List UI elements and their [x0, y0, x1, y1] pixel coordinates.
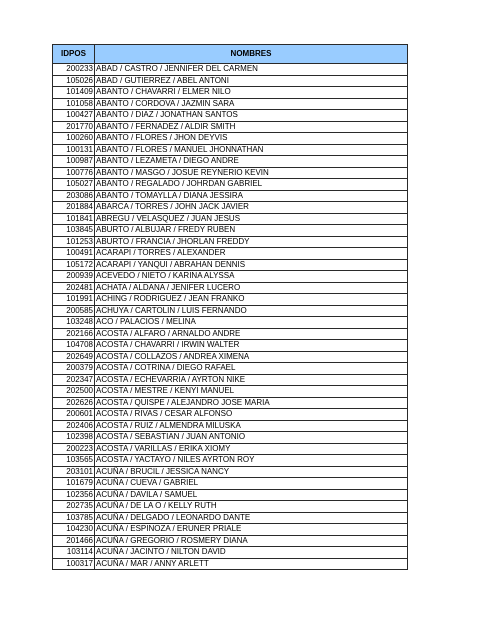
- nombres-cell: ABARCA / TORRES / JOHN JACK JAVIER: [95, 202, 408, 214]
- nombres-cell: ACARAPI / TORRES / ALEXANDER: [95, 248, 408, 260]
- nombres-cell: ACARAPI / YANQUI / ABRAHAN DENNIS: [95, 259, 408, 271]
- idpos-cell: 101841: [53, 213, 95, 225]
- table-row: [53, 466, 408, 478]
- idpos-cell: 102356: [53, 489, 95, 501]
- table-row: [53, 547, 408, 559]
- nombres-cell: ACOSTA / SEBASTIAN / JUAN ANTONIO: [95, 432, 408, 444]
- table-row: [53, 133, 408, 145]
- nombres-cell: ABANTO / FLORES / JHON DEYVIS: [95, 133, 408, 145]
- table-row: [53, 167, 408, 179]
- idpos-cell: 200233: [53, 64, 95, 76]
- table-row: [53, 420, 408, 432]
- nombres-cell: ACOSTA / COLLAZOS / ANDREA XIMENA: [95, 351, 408, 363]
- nombres-cell: ACHING / RODRIGUEZ / JEAN FRANKO: [95, 294, 408, 306]
- nombres-cell: ACUÑA / DE LA O / KELLY RUTH: [95, 501, 408, 513]
- nombres-cell: ACUÑA / BRUCIL / JESSICA NANCY: [95, 466, 408, 478]
- nombres-cell: ACOSTA / MESTRE / KENYI MANUEL: [95, 386, 408, 398]
- table-row: [53, 443, 408, 455]
- nombres-cell: ABANTO / CHAVARRI / ELMER NILO: [95, 87, 408, 99]
- idpos-cell: 100776: [53, 167, 95, 179]
- nombres-cell: ACOSTA / ALFARO / ARNALDO ANDRE: [95, 328, 408, 340]
- idpos-cell: 101409: [53, 87, 95, 99]
- column-header-nombres: NOMBRES: [95, 45, 408, 64]
- idpos-cell: 202649: [53, 351, 95, 363]
- nombres-cell: ACUÑA / ESPINOZA / ERUNER PRIALE: [95, 524, 408, 536]
- nombres-cell: ABANTO / FLORES / MANUEL JHONNATHAN: [95, 144, 408, 156]
- idpos-cell: 105026: [53, 75, 95, 87]
- idpos-cell: 103785: [53, 512, 95, 524]
- idpos-cell: 105027: [53, 179, 95, 191]
- table-row: [53, 363, 408, 375]
- nombres-cell: ACOSTA / YACTAYO / NILES AYRTON ROY: [95, 455, 408, 467]
- idpos-cell: 202735: [53, 501, 95, 513]
- table-row: [53, 501, 408, 513]
- table-row: [53, 317, 408, 329]
- idpos-cell: 200223: [53, 443, 95, 455]
- nombres-cell: ACUÑA / GREGORIO / ROSMERY DIANA: [95, 535, 408, 547]
- idpos-cell: 100131: [53, 144, 95, 156]
- table-row: [53, 455, 408, 467]
- idpos-cell: 101991: [53, 294, 95, 306]
- idpos-cell: 201884: [53, 202, 95, 214]
- table-row: [53, 535, 408, 547]
- header-row: [53, 45, 408, 64]
- nombres-cell: ABANTO / DIAZ / JONATHAN SANTOS: [95, 110, 408, 122]
- table-row: [53, 328, 408, 340]
- nombres-cell: ACUÑA / DELGADO / LEONARDO DANTE: [95, 512, 408, 524]
- table-row: [53, 179, 408, 191]
- table-row: [53, 87, 408, 99]
- nombres-cell: ABREGU / VELASQUEZ / JUAN JESUS: [95, 213, 408, 225]
- nombres-cell: ABANTO / TOMAYLLA / DIANA JESSIRA: [95, 190, 408, 202]
- idpos-cell: 103114: [53, 547, 95, 559]
- table-row: [53, 156, 408, 168]
- nombres-cell: ACUÑA / CUEVA / GABRIEL: [95, 478, 408, 490]
- idpos-cell: 104708: [53, 340, 95, 352]
- nombres-cell: ABANTO / LEZAMETA / DIEGO ANDRE: [95, 156, 408, 168]
- table-row: [53, 558, 408, 570]
- idpos-cell: 101253: [53, 236, 95, 248]
- nombres-cell: ABANTO / CORDOVA / JAZMIN SARA: [95, 98, 408, 110]
- table-row: [53, 397, 408, 409]
- idpos-cell: 201770: [53, 121, 95, 133]
- idpos-cell: 200601: [53, 409, 95, 421]
- nombres-cell: ACOSTA / RUIZ / ALMENDRA MILUSKA: [95, 420, 408, 432]
- nombres-cell: ACOSTA / ECHEVARRIA / AYRTON NIKE: [95, 374, 408, 386]
- idpos-cell: 202166: [53, 328, 95, 340]
- table-row: [53, 282, 408, 294]
- nombres-cell: ABURTO / ALBUJAR / FREDY RUBEN: [95, 225, 408, 237]
- table-row: [53, 512, 408, 524]
- idpos-cell: 105172: [53, 259, 95, 271]
- nombres-cell: ACOSTA / COTRINA / DIEGO RAFAEL: [95, 363, 408, 375]
- idpos-cell: 101058: [53, 98, 95, 110]
- idpos-cell: 202481: [53, 282, 95, 294]
- nombres-cell: ABURTO / FRANCIA / JHORLAN FREDDY: [95, 236, 408, 248]
- idpos-cell: 101679: [53, 478, 95, 490]
- idpos-cell: 202500: [53, 386, 95, 398]
- idpos-cell: 100317: [53, 558, 95, 570]
- table-row: [53, 75, 408, 87]
- nombres-cell: ABAD / CASTRO / JENNIFER DEL CARMEN: [95, 64, 408, 76]
- idpos-cell: 201466: [53, 535, 95, 547]
- idpos-cell: 202347: [53, 374, 95, 386]
- idpos-cell: 202406: [53, 420, 95, 432]
- idpos-cell: 200585: [53, 305, 95, 317]
- nombres-cell: ACO / PALACIOS / MELINA: [95, 317, 408, 329]
- nombres-cell: ACOSTA / CHAVARRI / IRWIN WALTER: [95, 340, 408, 352]
- nombres-cell: ABAD / GUTIERREZ / ABEL ANTONI: [95, 75, 408, 87]
- table-row: [53, 202, 408, 214]
- table-row: [53, 225, 408, 237]
- table-row: [53, 190, 408, 202]
- idpos-cell: 100260: [53, 133, 95, 145]
- nombres-cell: ACOSTA / VARILLAS / ERIKA XIOMY: [95, 443, 408, 455]
- nombres-cell: ABANTO / FERNADEZ / ALDIR SMITH: [95, 121, 408, 133]
- nombres-cell: ACOSTA / QUISPE / ALEJANDRO JOSE MARIA: [95, 397, 408, 409]
- table-row: [53, 524, 408, 536]
- idpos-cell: 100491: [53, 248, 95, 260]
- table-row: [53, 351, 408, 363]
- table-row: [53, 432, 408, 444]
- table-row: [53, 213, 408, 225]
- table-row: [53, 98, 408, 110]
- idpos-cell: 103248: [53, 317, 95, 329]
- table-row: [53, 144, 408, 156]
- table-row: [53, 305, 408, 317]
- nombres-cell: ACUÑA / DAVILA / SAMUEL: [95, 489, 408, 501]
- table-row: [53, 409, 408, 421]
- nombres-cell: ACEVEDO / NIETO / KARINA ALYSSA: [95, 271, 408, 283]
- table-row: [53, 121, 408, 133]
- table-row: [53, 110, 408, 122]
- idpos-cell: 200939: [53, 271, 95, 283]
- names-table: [52, 44, 408, 570]
- idpos-cell: 200379: [53, 363, 95, 375]
- table-row: [53, 489, 408, 501]
- table-row: [53, 248, 408, 260]
- table-row: [53, 236, 408, 248]
- column-header-idpos: IDPOS: [53, 45, 95, 64]
- nombres-cell: ACHATA / ALDANA / JENIFER LUCERO: [95, 282, 408, 294]
- idpos-cell: 100987: [53, 156, 95, 168]
- nombres-cell: ABANTO / REGALADO / JOHRDAN GABRIEL: [95, 179, 408, 191]
- table-row: [53, 294, 408, 306]
- idpos-cell: 203086: [53, 190, 95, 202]
- idpos-cell: 100427: [53, 110, 95, 122]
- table-row: [53, 271, 408, 283]
- nombres-cell: ACHUYA / CARTOLIN / LUIS FERNANDO: [95, 305, 408, 317]
- idpos-cell: 203101: [53, 466, 95, 478]
- nombres-cell: ABANTO / MASGO / JOSUE REYNERIO KEVIN: [95, 167, 408, 179]
- idpos-cell: 103845: [53, 225, 95, 237]
- idpos-cell: 202626: [53, 397, 95, 409]
- nombres-cell: ACUÑA / MAR / ANNY ARLETT: [95, 558, 408, 570]
- nombres-cell: ACOSTA / RIVAS / CESAR ALFONSO: [95, 409, 408, 421]
- table-row: [53, 374, 408, 386]
- table-row: [53, 478, 408, 490]
- idpos-cell: 102398: [53, 432, 95, 444]
- table-row: [53, 386, 408, 398]
- table-row: [53, 340, 408, 352]
- table-row: [53, 64, 408, 76]
- nombres-cell: ACUÑA / JACINTO / NILTON DAVID: [95, 547, 408, 559]
- idpos-cell: 103565: [53, 455, 95, 467]
- idpos-cell: 104230: [53, 524, 95, 536]
- table-row: [53, 259, 408, 271]
